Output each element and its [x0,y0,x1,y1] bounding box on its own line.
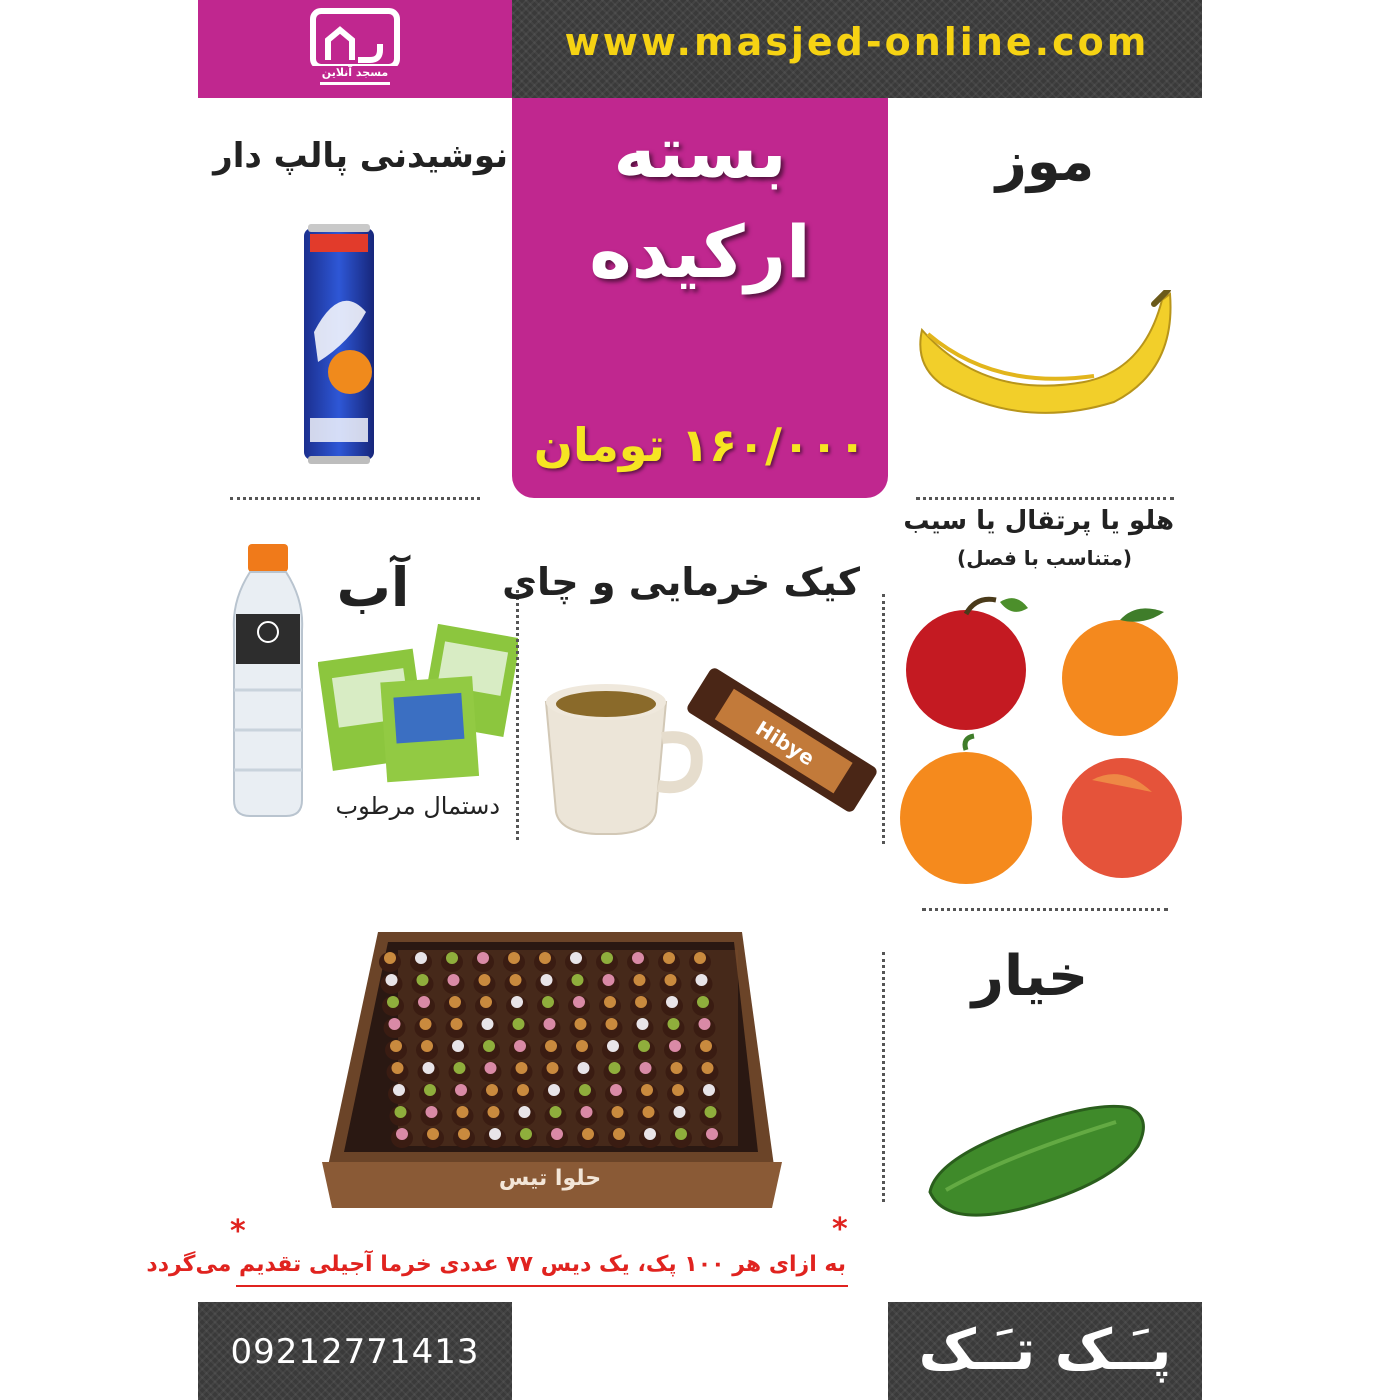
website-url[interactable]: www.masjed-online.com [564,20,1150,64]
offer-underline [236,1285,848,1287]
fruit-season-note: (متناسب با فصل) [957,546,1132,570]
mosque-logo-icon [310,8,400,92]
divider [916,497,1174,500]
svg-text:Hibye: Hibye [751,715,819,771]
cucumber-label: خیار [971,944,1089,1009]
juice-can-image [300,222,378,466]
divider [882,952,885,1202]
divider [922,908,1168,911]
asterisk-icon: * [832,1212,848,1247]
logo-panel [198,0,512,98]
package-price: ۱۶۰/۰۰۰ تومان [533,418,867,472]
asterisk-icon: * [230,1214,246,1249]
water-bottle-image [222,540,314,820]
cake-tea-label: کیک خرمایی و چای [502,560,860,604]
package-title-line2: ارکیده [589,210,811,294]
banana-image [914,290,1174,420]
cucumber-image [916,1096,1152,1226]
tea-cup-image [536,672,706,842]
offer-note: به ازای هر ۱۰۰ پک، یک دیس ۷۷ عددی خرما آجیلی تقدیم می‌گردد [146,1252,846,1277]
cake-bar-image [684,650,880,830]
wet-wipes-image [318,624,518,784]
divider [882,594,885,844]
logo-caption: مسجد آنلاین [310,66,400,79]
brand-name: پـَـک تـَـک [918,1318,1172,1383]
package-title-line1: بسته [613,110,787,194]
wet-wipes-label: دستمال مرطوب [335,792,500,820]
divider [230,497,480,500]
divider [516,590,519,840]
date-tray-brand: حلوا تیس [498,1166,602,1191]
drink-label: نوشیدنی پالپ دار [213,136,508,176]
phone-number[interactable]: 09212771413 [230,1332,480,1372]
fruit-choice-label: هلو یا پرتقال یا سیب [903,506,1174,536]
fruits-image [896,592,1188,888]
banana-label: موز [995,130,1095,193]
water-label: آب [336,556,410,619]
